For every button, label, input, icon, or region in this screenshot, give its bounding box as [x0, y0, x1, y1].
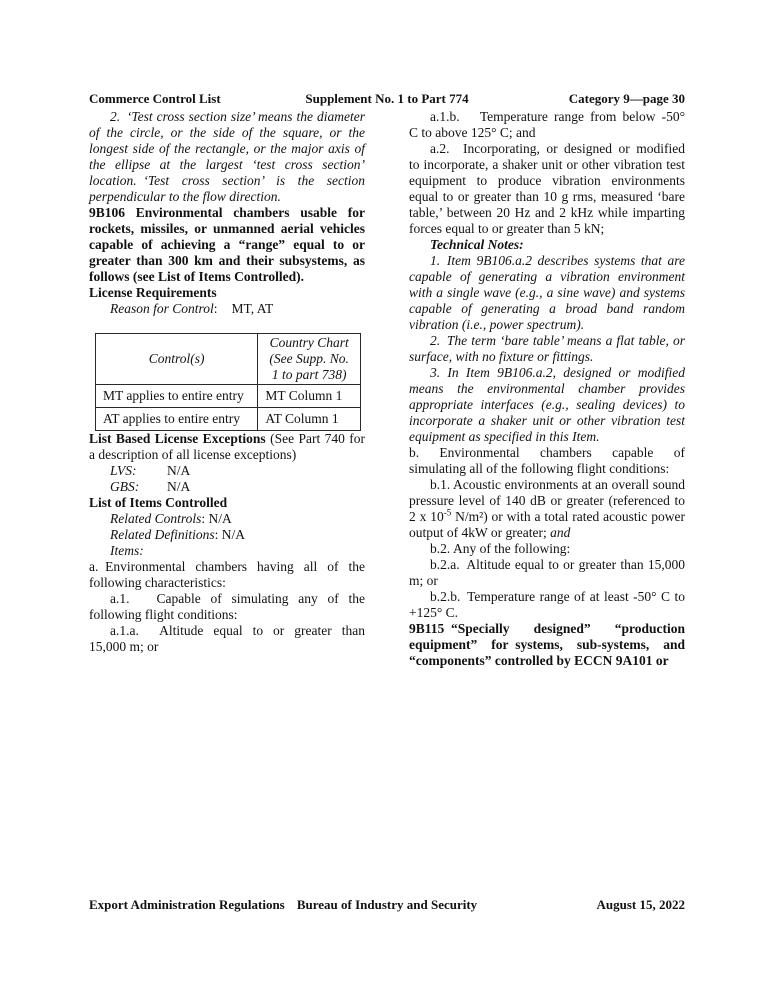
table-cell-at-chart: AT Column 1	[258, 408, 361, 431]
reason-for-control-line	[89, 301, 365, 317]
gbs-line	[89, 479, 365, 495]
related-controls-line	[89, 511, 365, 527]
table-cell-mt-control: MT applies to entire entry	[96, 385, 258, 408]
item-a2-paragraph: a.2. Incorporating, or designed or modified to incorporate, a shaker unit or other vibration test equipment to produce vibration environments equal to or greater than 10 g rms, measured ‘bare table,’ between 20 Hz and 2 kHz while imparting forces equal to or greater than 5 kN;	[409, 141, 685, 236]
gbs-label: GBS:	[110, 479, 140, 494]
table-row-at	[96, 408, 361, 431]
technical-note-1: 1. Item 9B106.a.2 describes systems that are capable of generating a vibration environment with a single wave (e.g., a sine wave) and systems capable of generating a broad band random vibration (i.e., power spectrum).	[409, 253, 685, 332]
related-controls-value: : N/A	[201, 511, 232, 526]
right-column	[409, 109, 685, 669]
header-page-number: Category 9—page 30	[568, 91, 685, 106]
document-body	[89, 109, 685, 669]
lvs-value: N/A	[167, 463, 191, 478]
header-title-center: Supplement No. 1 to Part 774	[305, 91, 469, 106]
table-header-country-chart: Country Chart (See Supp. No. 1 to part 738)	[258, 334, 361, 385]
table-row-mt	[96, 385, 361, 408]
reason-for-control-label: Reason for Control	[110, 301, 214, 316]
doc-footer	[89, 897, 685, 912]
note-2-paragraph: 2. ‘Test cross section size’ means the diameter of the circle, or the side of the square, or the longest side of the rectangle, or the major axis of the ellipse at the largest ‘test cross section’ location. ‘Test cross section’ is the section perpendicular to the flow direction.	[89, 109, 365, 204]
table-cell-mt-chart: MT Column 1	[258, 385, 361, 408]
technical-note-3: 3. In Item 9B106.a.2, designed or modified means the environmental chamber provides appropriate interfaces (e.g., sealing devices) to incorporate a shaker unit or other vibration test equipment as specified in this Item.	[409, 365, 685, 444]
header-title-left: Commerce Control List	[89, 91, 221, 106]
lvs-label: LVS:	[110, 463, 137, 478]
related-definitions-value: : N/A	[214, 527, 245, 542]
left-column	[89, 109, 365, 669]
doc-header	[89, 91, 685, 106]
license-requirements-heading: License Requirements	[89, 285, 217, 300]
related-controls-label: Related Controls	[110, 511, 202, 526]
list-of-items-controlled-heading: List of Items Controlled	[89, 495, 228, 510]
footer-date: August 15, 2022	[596, 897, 685, 912]
related-definitions-label: Related Definitions	[110, 527, 215, 542]
footer-title-center: Bureau of Industry and Security	[296, 897, 478, 912]
related-definitions-line	[89, 527, 365, 543]
item-b1-and: and	[550, 525, 571, 540]
table-header-row	[96, 334, 361, 385]
list-based-heading: List Based License Exceptions	[89, 431, 266, 446]
technical-notes-heading: Technical Notes:	[430, 237, 524, 252]
footer-title-left: Export Administration Regulations	[89, 897, 285, 912]
items-colon: :	[139, 543, 144, 558]
reason-for-control-colon: :	[213, 301, 218, 316]
gbs-value: N/A	[167, 479, 191, 494]
item-b1-paragraph	[409, 477, 685, 541]
lvs-line	[89, 463, 365, 479]
control-country-chart-table	[95, 333, 361, 431]
item-a1a-paragraph: a.1.a. Altitude equal to or greater than 15,000 m; or	[89, 623, 365, 654]
reason-for-control-value: MT, AT	[231, 301, 274, 316]
items-line	[89, 543, 365, 559]
item-a1-paragraph: a.1. Capable of simulating any of the following flight conditions:	[89, 591, 365, 622]
item-b1-text-2: N/m²) or with a total rated acoustic power output of 4kW or greater;	[409, 509, 686, 540]
list-based-rest: (See Part 740 for a description of all license exceptions)	[89, 431, 365, 462]
item-a1b-paragraph: a.1.b. Temperature range from below -50° C to above 125° C; and	[409, 109, 685, 140]
item-b2-paragraph: b.2. Any of the following:	[430, 541, 571, 556]
eccn-9b106-heading: 9B106 Environmental chambers usable for rockets, missiles, or unmanned aerial vehicles capable of achieving a “range” equal to or greater than 300 km and their subsystems, as follows (see List of Items Controlled).	[89, 205, 365, 284]
item-b2a-paragraph: b.2.a. Altitude equal to or greater than 15,000 m; or	[409, 557, 685, 588]
item-b-paragraph: b. Environmental chambers capable of simulating all of the following flight conditions:	[409, 445, 685, 476]
item-b1-superscript: -5	[443, 507, 452, 518]
item-b2b-paragraph: b.2.b. Temperature range of at least -50° C to +125° C.	[409, 589, 685, 620]
eccn-9b115-heading: 9B115 “Specially designed” “production equipment” for systems, sub-systems, and “components” controlled by ECCN 9A101 or	[409, 621, 685, 668]
items-label: Items	[110, 543, 140, 558]
technical-note-2: 2. The term ‘bare table’ means a flat table, or surface, with no fixture or fittings.	[409, 333, 685, 364]
table-cell-at-control: AT applies to entire entry	[96, 408, 258, 431]
list-based-license-exceptions	[89, 431, 365, 463]
item-a-paragraph: a. Environmental chambers having all of the following characteristics:	[89, 559, 365, 590]
table-header-controls: Control(s)	[96, 334, 258, 385]
item-b1-text: b.1. Acoustic environments at an overall sound pressure level of 140 dB or greater (referenced to 2 x 10	[409, 477, 685, 524]
